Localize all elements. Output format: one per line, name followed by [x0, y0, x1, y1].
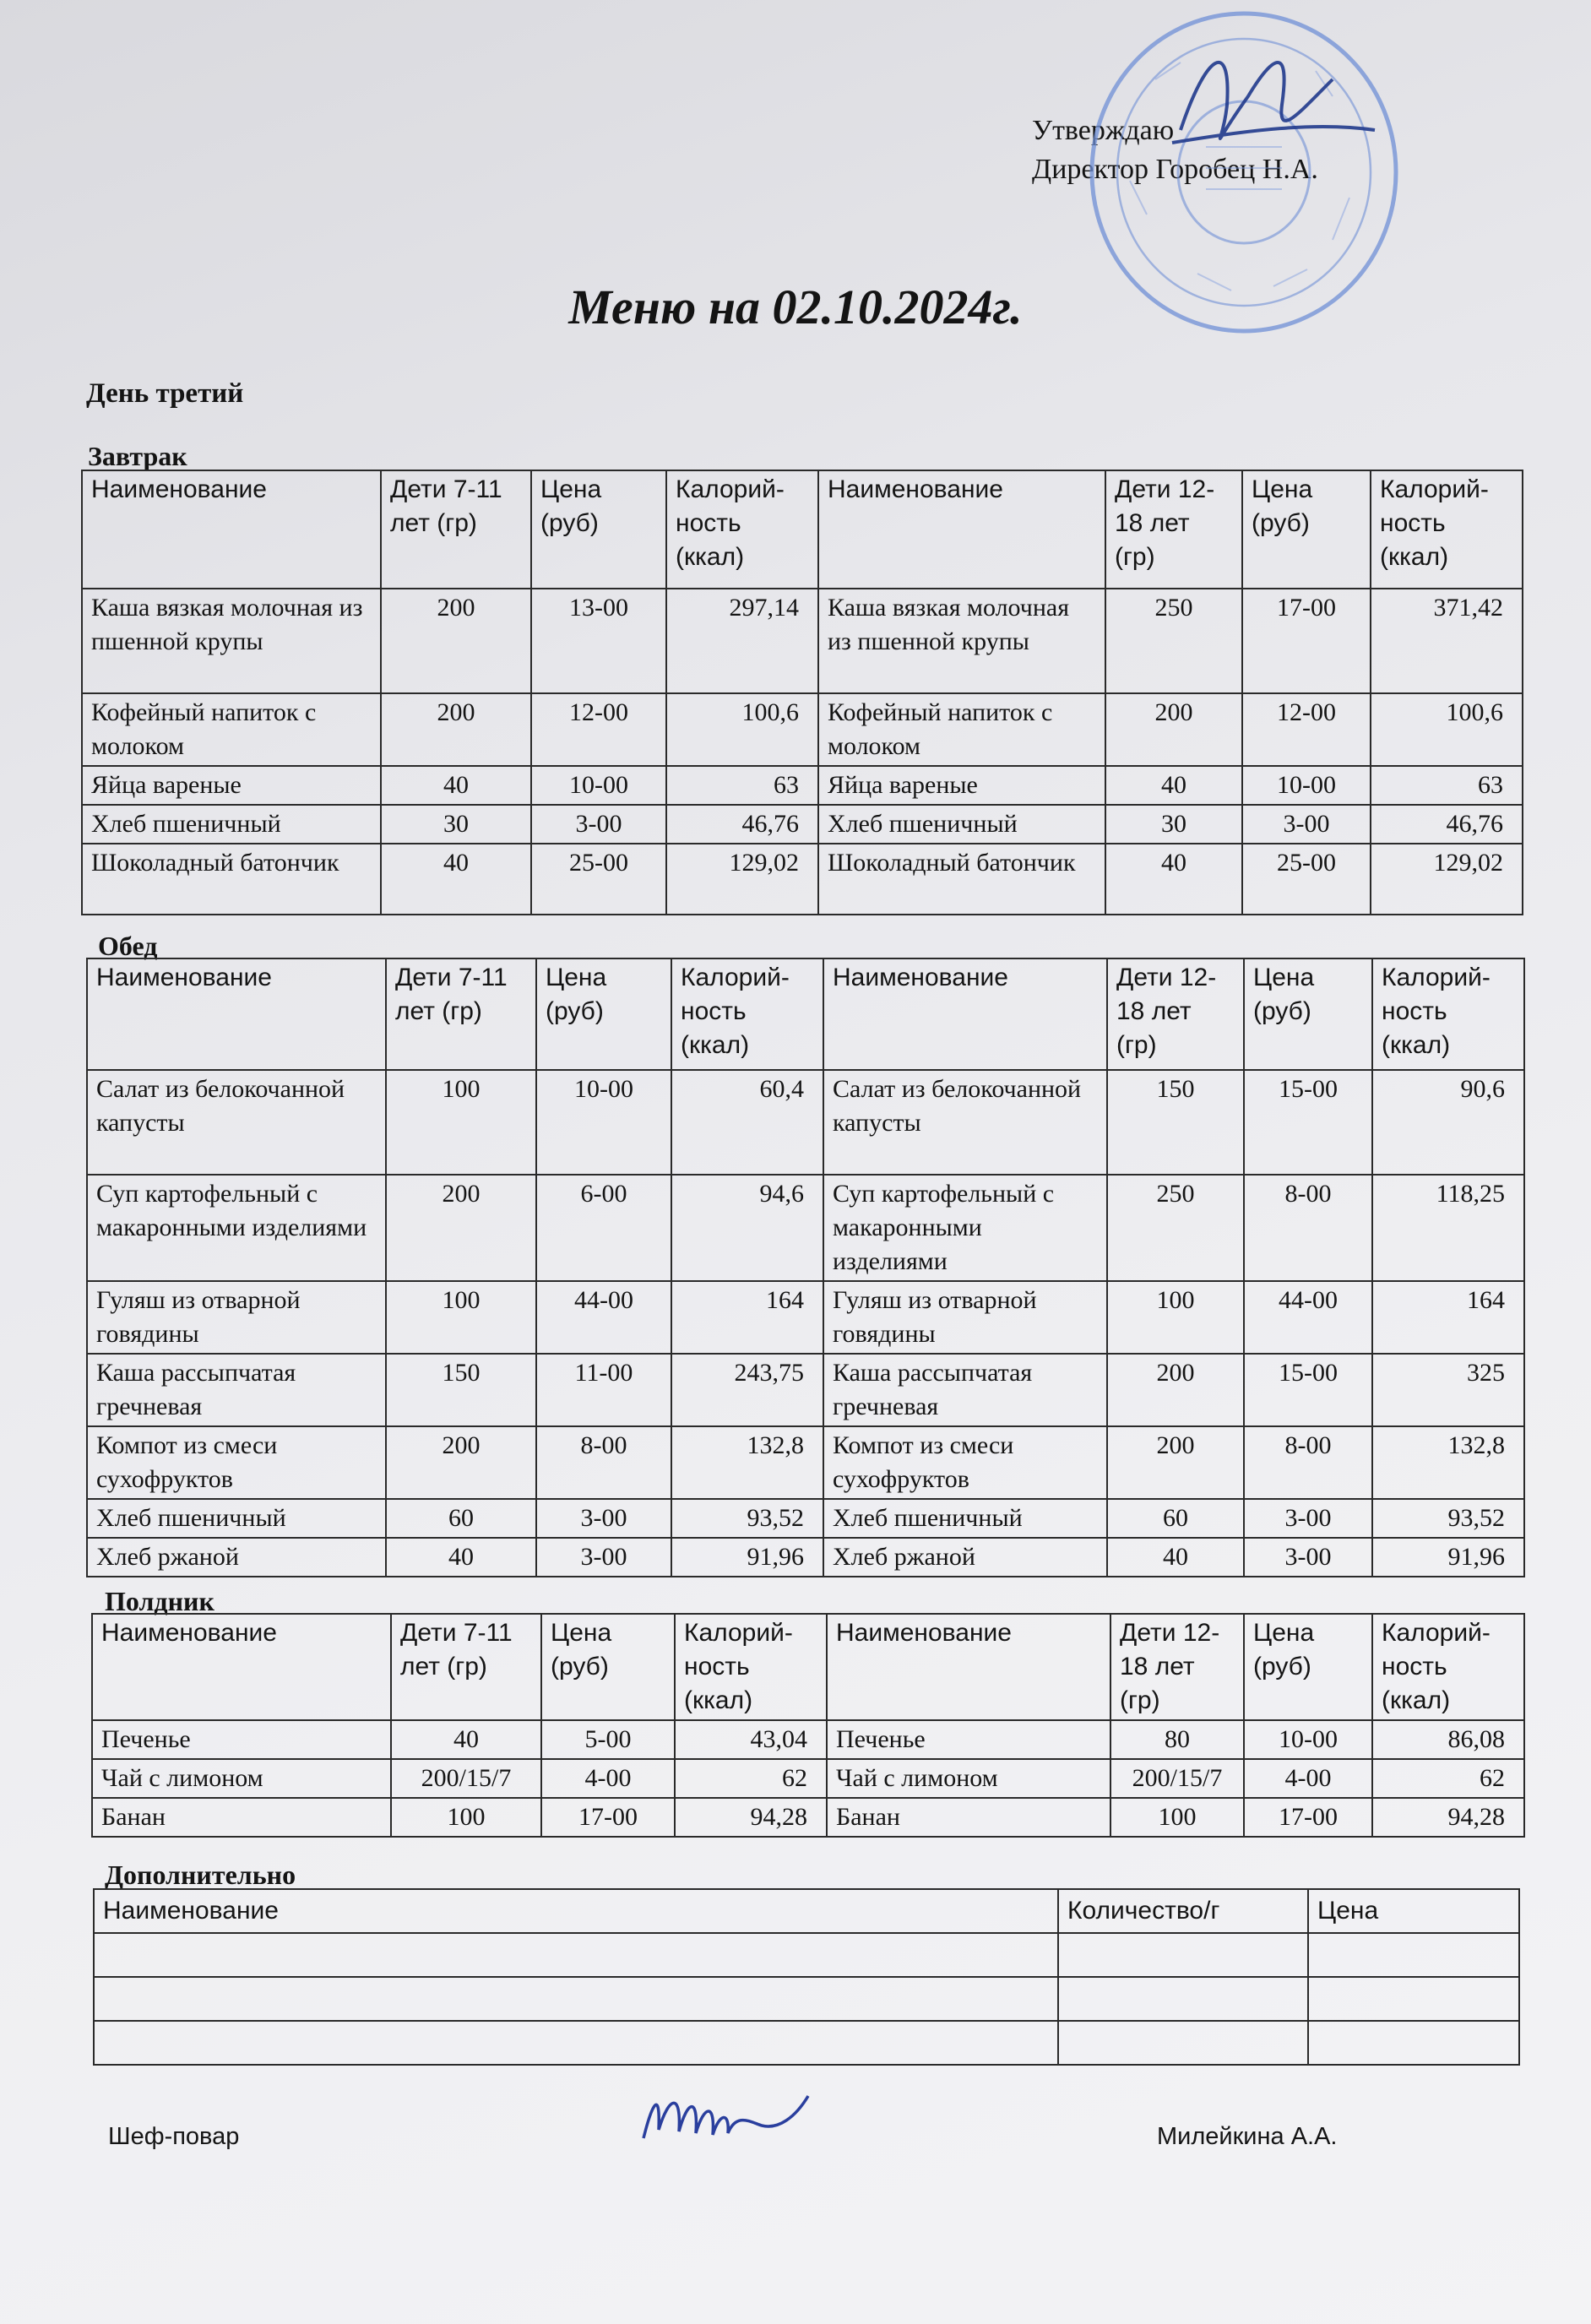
lunch-table [86, 958, 1525, 1577]
col-calories: Калорий-ность (ккал) [1372, 958, 1524, 1070]
extra-table [93, 1888, 1520, 2066]
price-12-18: 8-00 [1244, 1426, 1372, 1499]
col-kids-12-18: Дети 12-18 лет (гр) [1107, 958, 1244, 1070]
calories-12-18: 371,42 [1371, 589, 1523, 693]
table-row [87, 1538, 1524, 1577]
price-12-18: 15-00 [1244, 1070, 1372, 1175]
table-row [92, 1759, 1524, 1798]
breakfast-title: Завтрак [88, 441, 187, 471]
price-7-11: 4-00 [541, 1759, 675, 1798]
calories-12-18: 325 [1372, 1354, 1524, 1426]
portion-12-18: 100 [1107, 1281, 1244, 1354]
dish-name: Кофейный напиток с молоком [82, 693, 381, 766]
price-12-18: 10-00 [1242, 766, 1371, 805]
col-name: Наименование [92, 1614, 391, 1720]
dish-name-12-18: Компот из смеси сухофруктов [823, 1426, 1107, 1499]
col-price: Цена (руб) [536, 958, 671, 1070]
col-calories: Калорий-ность (ккал) [1372, 1614, 1524, 1720]
calories-7-11: 129,02 [666, 844, 818, 915]
portion-12-18: 200 [1105, 693, 1242, 766]
portion-12-18: 200/15/7 [1110, 1759, 1244, 1798]
dish-name: Гуляш из отварной говядины [87, 1281, 386, 1354]
table-row [82, 766, 1523, 805]
dish-name-12-18: Салат из белокочанной капусты [823, 1070, 1107, 1175]
col-price: Цена (руб) [531, 470, 666, 589]
price-12-18: 3-00 [1242, 805, 1371, 844]
col-name: Наименование [823, 958, 1107, 1070]
calories-12-18: 94,28 [1372, 1798, 1524, 1837]
dish-name: Салат из белокочанной капусты [87, 1070, 386, 1175]
portion-7-11: 200 [381, 693, 531, 766]
table-row [87, 1281, 1524, 1354]
approval-line-1: Утверждаю [1032, 115, 1175, 146]
calories-12-18: 132,8 [1372, 1426, 1524, 1499]
dish-name: Хлеб ржаной [87, 1538, 386, 1577]
calories-7-11: 63 [666, 766, 818, 805]
table-row [94, 1933, 1519, 1977]
calories-7-11: 93,52 [671, 1499, 823, 1538]
price-12-18: 3-00 [1244, 1538, 1372, 1577]
dish-name: Хлеб пшеничный [87, 1499, 386, 1538]
calories-12-18: 63 [1371, 766, 1523, 805]
chef-signature-icon [635, 2079, 812, 2155]
dish-name: Суп картофельный с макаронными изделиями [87, 1175, 386, 1281]
portion-12-18: 60 [1107, 1499, 1244, 1538]
portion-7-11: 40 [386, 1538, 536, 1577]
chef-label: Шеф-повар [108, 2123, 240, 2150]
calories-7-11: 60,4 [671, 1070, 823, 1175]
dish-name-12-18: Гуляш из отварной говядины [823, 1281, 1107, 1354]
col-name: Наименование [82, 470, 381, 589]
col-calories: Калорий-ность (ккал) [675, 1614, 827, 1720]
table-row [87, 1354, 1524, 1426]
price-12-18: 15-00 [1244, 1354, 1372, 1426]
price-7-11: 13-00 [531, 589, 666, 693]
price-12-18: 17-00 [1244, 1798, 1372, 1837]
portion-12-18: 30 [1105, 805, 1242, 844]
portion-12-18: 40 [1105, 766, 1242, 805]
price-7-11: 5-00 [541, 1720, 675, 1759]
table-row [92, 1720, 1524, 1759]
price-7-11: 10-00 [531, 766, 666, 805]
dish-name: Яйца вареные [82, 766, 381, 805]
col-calories: Калорий-ность (ккал) [1371, 470, 1523, 589]
col-kids-7-11: Дети 7-11 лет (гр) [386, 958, 536, 1070]
dish-name-12-18: Каша вязкая молочная из пшенной крупы [818, 589, 1105, 693]
snack-table [91, 1613, 1525, 1838]
price-12-18: 8-00 [1244, 1175, 1372, 1281]
dish-name-12-18: Хлеб пшеничный [823, 1499, 1107, 1538]
price-12-18: 12-00 [1242, 693, 1371, 766]
dish-name: Банан [92, 1798, 391, 1837]
calories-12-18: 129,02 [1371, 844, 1523, 915]
price-12-18: 4-00 [1244, 1759, 1372, 1798]
portion-12-18: 200 [1107, 1354, 1244, 1426]
portion-7-11: 100 [386, 1281, 536, 1354]
lunch-title: Обед [98, 931, 158, 961]
portion-7-11: 40 [391, 1720, 541, 1759]
portion-7-11: 200/15/7 [391, 1759, 541, 1798]
col-calories: Калорий-ность (ккал) [671, 958, 823, 1070]
price-12-18: 3-00 [1244, 1499, 1372, 1538]
col-kids-12-18: Дети 12-18 лет (гр) [1110, 1614, 1244, 1720]
dish-name: Печенье [92, 1720, 391, 1759]
extra-title: Дополнительно [105, 1860, 296, 1890]
calories-7-11: 94,28 [675, 1798, 827, 1837]
price-7-11: 11-00 [536, 1354, 671, 1426]
col-kids-7-11: Дети 7-11 лет (гр) [391, 1614, 541, 1720]
calories-7-11: 62 [675, 1759, 827, 1798]
calories-12-18: 46,76 [1371, 805, 1523, 844]
portion-12-18: 40 [1105, 844, 1242, 915]
col-name: Наименование [818, 470, 1105, 589]
portion-7-11: 60 [386, 1499, 536, 1538]
calories-7-11: 132,8 [671, 1426, 823, 1499]
col-kids-12-18: Дети 12-18 лет (гр) [1105, 470, 1242, 589]
chef-name: Милейкина А.А. [1157, 2123, 1338, 2150]
dish-name-12-18: Чай с лимоном [827, 1759, 1110, 1798]
portion-12-18: 250 [1105, 589, 1242, 693]
portion-7-11: 100 [391, 1798, 541, 1837]
calories-12-18: 62 [1372, 1759, 1524, 1798]
calories-12-18: 91,96 [1372, 1538, 1524, 1577]
calories-12-18: 164 [1372, 1281, 1524, 1354]
dish-name-12-18: Суп картофельный с макаронными изделиями [823, 1175, 1107, 1281]
price-12-18: 17-00 [1242, 589, 1371, 693]
portion-12-18: 150 [1107, 1070, 1244, 1175]
table-row [87, 1426, 1524, 1499]
calories-7-11: 164 [671, 1281, 823, 1354]
dish-name-12-18: Шоколадный батончик [818, 844, 1105, 915]
dish-name: Хлеб пшеничный [82, 805, 381, 844]
breakfast-table [81, 470, 1523, 915]
col-price: Цена (руб) [1242, 470, 1371, 589]
price-7-11: 25-00 [531, 844, 666, 915]
calories-7-11: 243,75 [671, 1354, 823, 1426]
portion-7-11: 200 [386, 1426, 536, 1499]
col-name: Наименование [827, 1614, 1110, 1720]
col-kids-7-11: Дети 7-11 лет (гр) [381, 470, 531, 589]
col-calories: Калорий-ность (ккал) [666, 470, 818, 589]
table-row [94, 2021, 1519, 2065]
col-price: Цена (руб) [1244, 1614, 1372, 1720]
portion-12-18: 100 [1110, 1798, 1244, 1837]
snack-title: Полдник [105, 1586, 214, 1616]
table-row [87, 1175, 1524, 1281]
table-row [82, 844, 1523, 915]
col-price: Цена (руб) [541, 1614, 675, 1720]
table-row [82, 693, 1523, 766]
approval-line-2: Директор Горобец Н.А. [1032, 154, 1318, 185]
calories-7-11: 46,76 [666, 805, 818, 844]
calories-7-11: 100,6 [666, 693, 818, 766]
portion-7-11: 40 [381, 766, 531, 805]
table-row [92, 1798, 1524, 1837]
price-12-18: 10-00 [1244, 1720, 1372, 1759]
extra-col-name: Наименование [94, 1889, 1058, 1933]
price-7-11: 17-00 [541, 1798, 675, 1837]
portion-7-11: 200 [386, 1175, 536, 1281]
portion-12-18: 40 [1107, 1538, 1244, 1577]
portion-12-18: 200 [1107, 1426, 1244, 1499]
page-title: Меню на 02.10.2024г. [568, 280, 1023, 334]
price-7-11: 8-00 [536, 1426, 671, 1499]
portion-7-11: 40 [381, 844, 531, 915]
table-row [87, 1070, 1524, 1175]
col-price: Цена (руб) [1244, 958, 1372, 1070]
portion-7-11: 100 [386, 1070, 536, 1175]
portion-12-18: 250 [1107, 1175, 1244, 1281]
dish-name-12-18: Печенье [827, 1720, 1110, 1759]
dish-name-12-18: Хлеб пшеничный [818, 805, 1105, 844]
price-7-11: 3-00 [531, 805, 666, 844]
dish-name-12-18: Яйца вареные [818, 766, 1105, 805]
price-7-11: 3-00 [536, 1499, 671, 1538]
price-7-11: 10-00 [536, 1070, 671, 1175]
price-7-11: 3-00 [536, 1538, 671, 1577]
price-7-11: 6-00 [536, 1175, 671, 1281]
dish-name: Каша рассыпчатая гречневая [87, 1354, 386, 1426]
calories-7-11: 91,96 [671, 1538, 823, 1577]
dish-name: Шоколадный батончик [82, 844, 381, 915]
dish-name: Каша вязкая молочная из пшенной крупы [82, 589, 381, 693]
price-7-11: 44-00 [536, 1281, 671, 1354]
dish-name: Компот из смеси сухофруктов [87, 1426, 386, 1499]
calories-12-18: 100,6 [1371, 693, 1523, 766]
portion-7-11: 30 [381, 805, 531, 844]
table-row [82, 805, 1523, 844]
table-row [94, 1977, 1519, 2021]
extra-col-price: Цена [1308, 1889, 1519, 1933]
price-7-11: 12-00 [531, 693, 666, 766]
portion-7-11: 150 [386, 1354, 536, 1426]
calories-7-11: 297,14 [666, 589, 818, 693]
col-name: Наименование [87, 958, 386, 1070]
price-12-18: 44-00 [1244, 1281, 1372, 1354]
price-12-18: 25-00 [1242, 844, 1371, 915]
table-row [82, 589, 1523, 693]
calories-12-18: 118,25 [1372, 1175, 1524, 1281]
dish-name: Чай с лимоном [92, 1759, 391, 1798]
dish-name-12-18: Кофейный напиток с молоком [818, 693, 1105, 766]
extra-col-qty: Количество/г [1058, 1889, 1308, 1933]
day-label: День третий [86, 378, 244, 409]
calories-7-11: 43,04 [675, 1720, 827, 1759]
dish-name-12-18: Банан [827, 1798, 1110, 1837]
dish-name-12-18: Каша рассыпчатая гречневая [823, 1354, 1107, 1426]
calories-12-18: 86,08 [1372, 1720, 1524, 1759]
calories-12-18: 93,52 [1372, 1499, 1524, 1538]
dish-name-12-18: Хлеб ржаной [823, 1538, 1107, 1577]
table-row [87, 1499, 1524, 1538]
portion-7-11: 200 [381, 589, 531, 693]
portion-12-18: 80 [1110, 1720, 1244, 1759]
calories-12-18: 90,6 [1372, 1070, 1524, 1175]
calories-7-11: 94,6 [671, 1175, 823, 1281]
